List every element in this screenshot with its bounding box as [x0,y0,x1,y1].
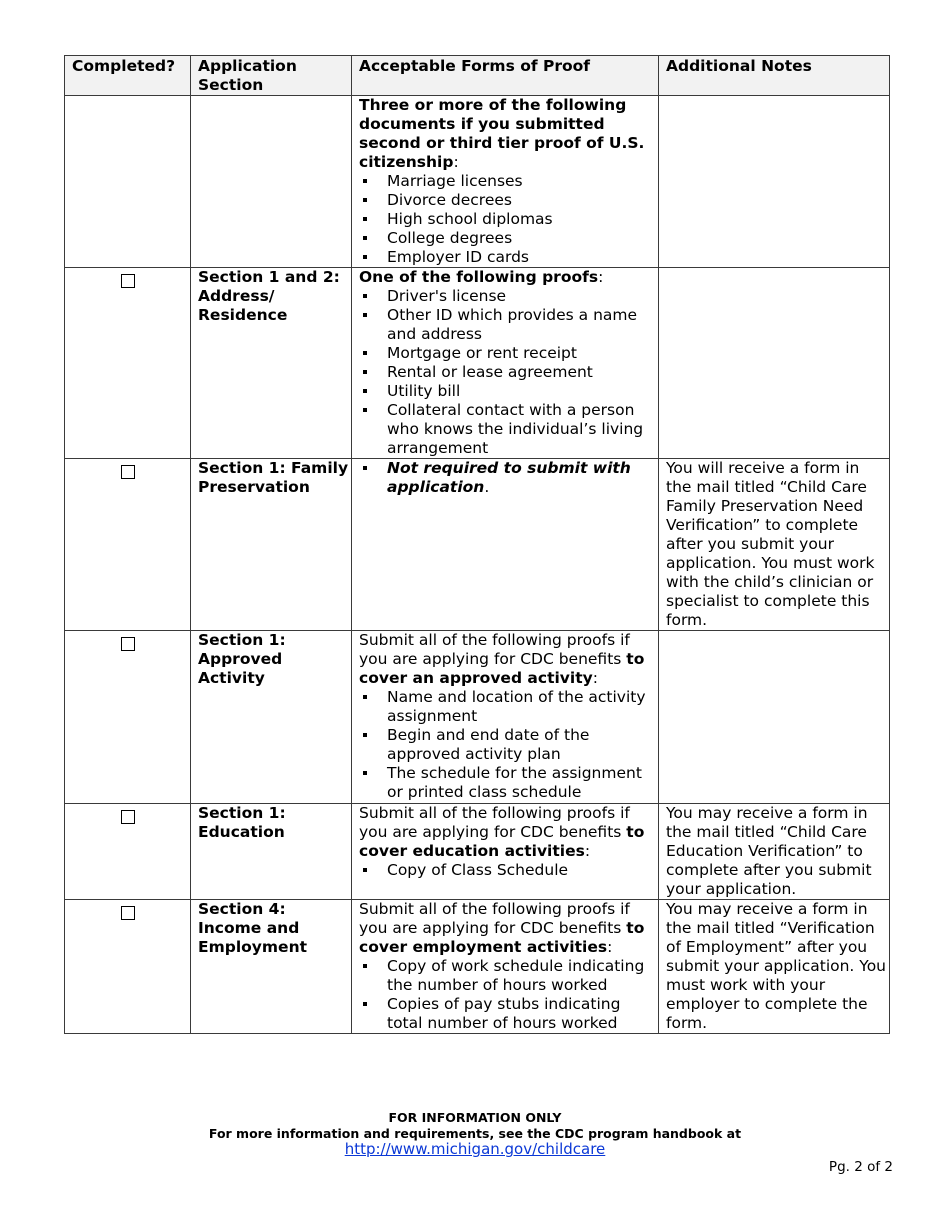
list-item: Utility bill [359,382,658,401]
footer-disclaimer: FOR INFORMATION ONLY [388,1110,562,1125]
header-additional-notes: Additional Notes [659,56,890,96]
proof-list [359,861,658,880]
proof-list [359,172,658,267]
proof-table [64,55,890,1034]
list-item: Marriage licenses [359,172,658,191]
proof-list [359,688,658,802]
completed-checkbox[interactable] [121,274,135,288]
section-cell [191,96,352,268]
completed-cell [65,459,191,631]
section-cell: Section 1: Education [191,804,352,900]
table-row [65,459,890,631]
proof-bold: to cover an approved activity [359,650,645,687]
proof-cell: Submit all of the following proofs if you are applying for CDC benefits to cover employment activities: Copy of work schedule indicating the number of hours worked Copies of pay stubs indicating total number of hours worked [352,900,659,1034]
notes-cell [659,268,890,459]
notes-cell [659,631,890,804]
footer-more-info: For more information and requirements, see the CDC program handbook at [208,1126,742,1141]
proof-cell: Submit all of the following proofs if you are applying for CDC benefits to cover an approved activity: Name and location of the activity assignment Begin and end date of the approved activity plan The schedule for the assignment or printed class schedule [352,631,659,804]
proof-bold: to cover education activities [359,823,645,860]
notes-cell [659,96,890,268]
list-item: College degrees [359,229,658,248]
completed-cell [65,804,191,900]
header-application-section: Application Section [191,56,352,96]
completed-cell [65,900,191,1034]
header-acceptable-proof: Acceptable Forms of Proof [352,56,659,96]
list-item: Not required to submit with application. [359,459,658,497]
header-completed: Completed? [65,56,191,96]
list-item: Mortgage or rent receipt [359,344,658,363]
proof-cell: Submit all of the following proofs if you are applying for CDC benefits to cover education activities: Copy of Class Schedule [352,804,659,900]
list-item: Other ID which provides a name and address [359,306,658,344]
proof-bold: to cover employment activities [359,919,645,956]
completed-checkbox[interactable] [121,810,135,824]
list-item: High school diplomas [359,210,658,229]
list-item: Copies of pay stubs indicating total number of hours worked [359,995,658,1033]
completed-cell [65,268,191,459]
table-row [65,804,890,900]
list-item: Name and location of the activity assignment [359,688,658,726]
proof-cell: Three or more of the following documents if you submitted second or third tier proof of U.S. citizenship: Marriage licenses Divorce decrees High school diplomas College degrees Employer ID cards [352,96,659,268]
table-row [65,631,890,804]
notes-cell: You may receive a form in the mail titled “Verification of Employment” after you submit your application. You must work with your employer to complete the form. [659,900,890,1034]
table-header-row [65,56,890,96]
completed-checkbox[interactable] [121,906,135,920]
notes-cell: You may receive a form in the mail titled “Child Care Education Verification” to complete after you submit your application. [659,804,890,900]
section-cell: Section 1: Approved Activity [191,631,352,804]
list-item: Collateral contact with a person who knows the individual’s living arrangement [359,401,658,458]
completed-cell [65,631,191,804]
proof-bold: Three or more of the following documents if you submitted second or third tier proof of U.S. citizenship [359,96,645,171]
notes-cell: You will receive a form in the mail titled “Child Care Family Preservation Need Verification” to complete after you submit your application. You must work with the child’s clinician or specialist to complete this form. [659,459,890,631]
proof-cell: One of the following proofs: Driver's license Other ID which provides a name and address Mortgage or rent receipt Rental or lease agreement Utility bill Collateral contact with a person who knows the individual’s living arrangement [352,268,659,459]
list-item: Begin and end date of the approved activity plan [359,726,658,764]
section-cell: Section 1: Family Preservation [191,459,352,631]
table-row [65,96,890,268]
table-row [65,268,890,459]
list-item: Rental or lease agreement [359,363,658,382]
completed-checkbox[interactable] [121,465,135,479]
list-item: Copy of work schedule indicating the number of hours worked [359,957,658,995]
list-item: Employer ID cards [359,248,658,267]
section-cell: Section 1 and 2: Address/ Residence [191,268,352,459]
proof-emphasis: Not required to submit with application [387,459,631,496]
list-item: The schedule for the assignment or printed class schedule [359,764,658,802]
completed-cell [65,96,191,268]
list-item: Copy of Class Schedule [359,861,658,880]
list-item: Divorce decrees [359,191,658,210]
section-cell: Section 4: Income and Employment [191,900,352,1034]
proof-bold: One of the following proofs [359,268,599,286]
completed-checkbox[interactable] [121,637,135,651]
table-row [65,900,890,1034]
page-number: Pg. 2 of 2 [828,1159,893,1175]
list-item: Driver's license [359,287,658,306]
proof-list [359,957,658,1033]
proof-cell [352,459,659,631]
proof-list [359,459,658,497]
proof-list [359,287,658,458]
footer-link-row [0,1140,950,1159]
childcare-link[interactable]: http://www.michigan.gov/childcare [344,1140,606,1158]
